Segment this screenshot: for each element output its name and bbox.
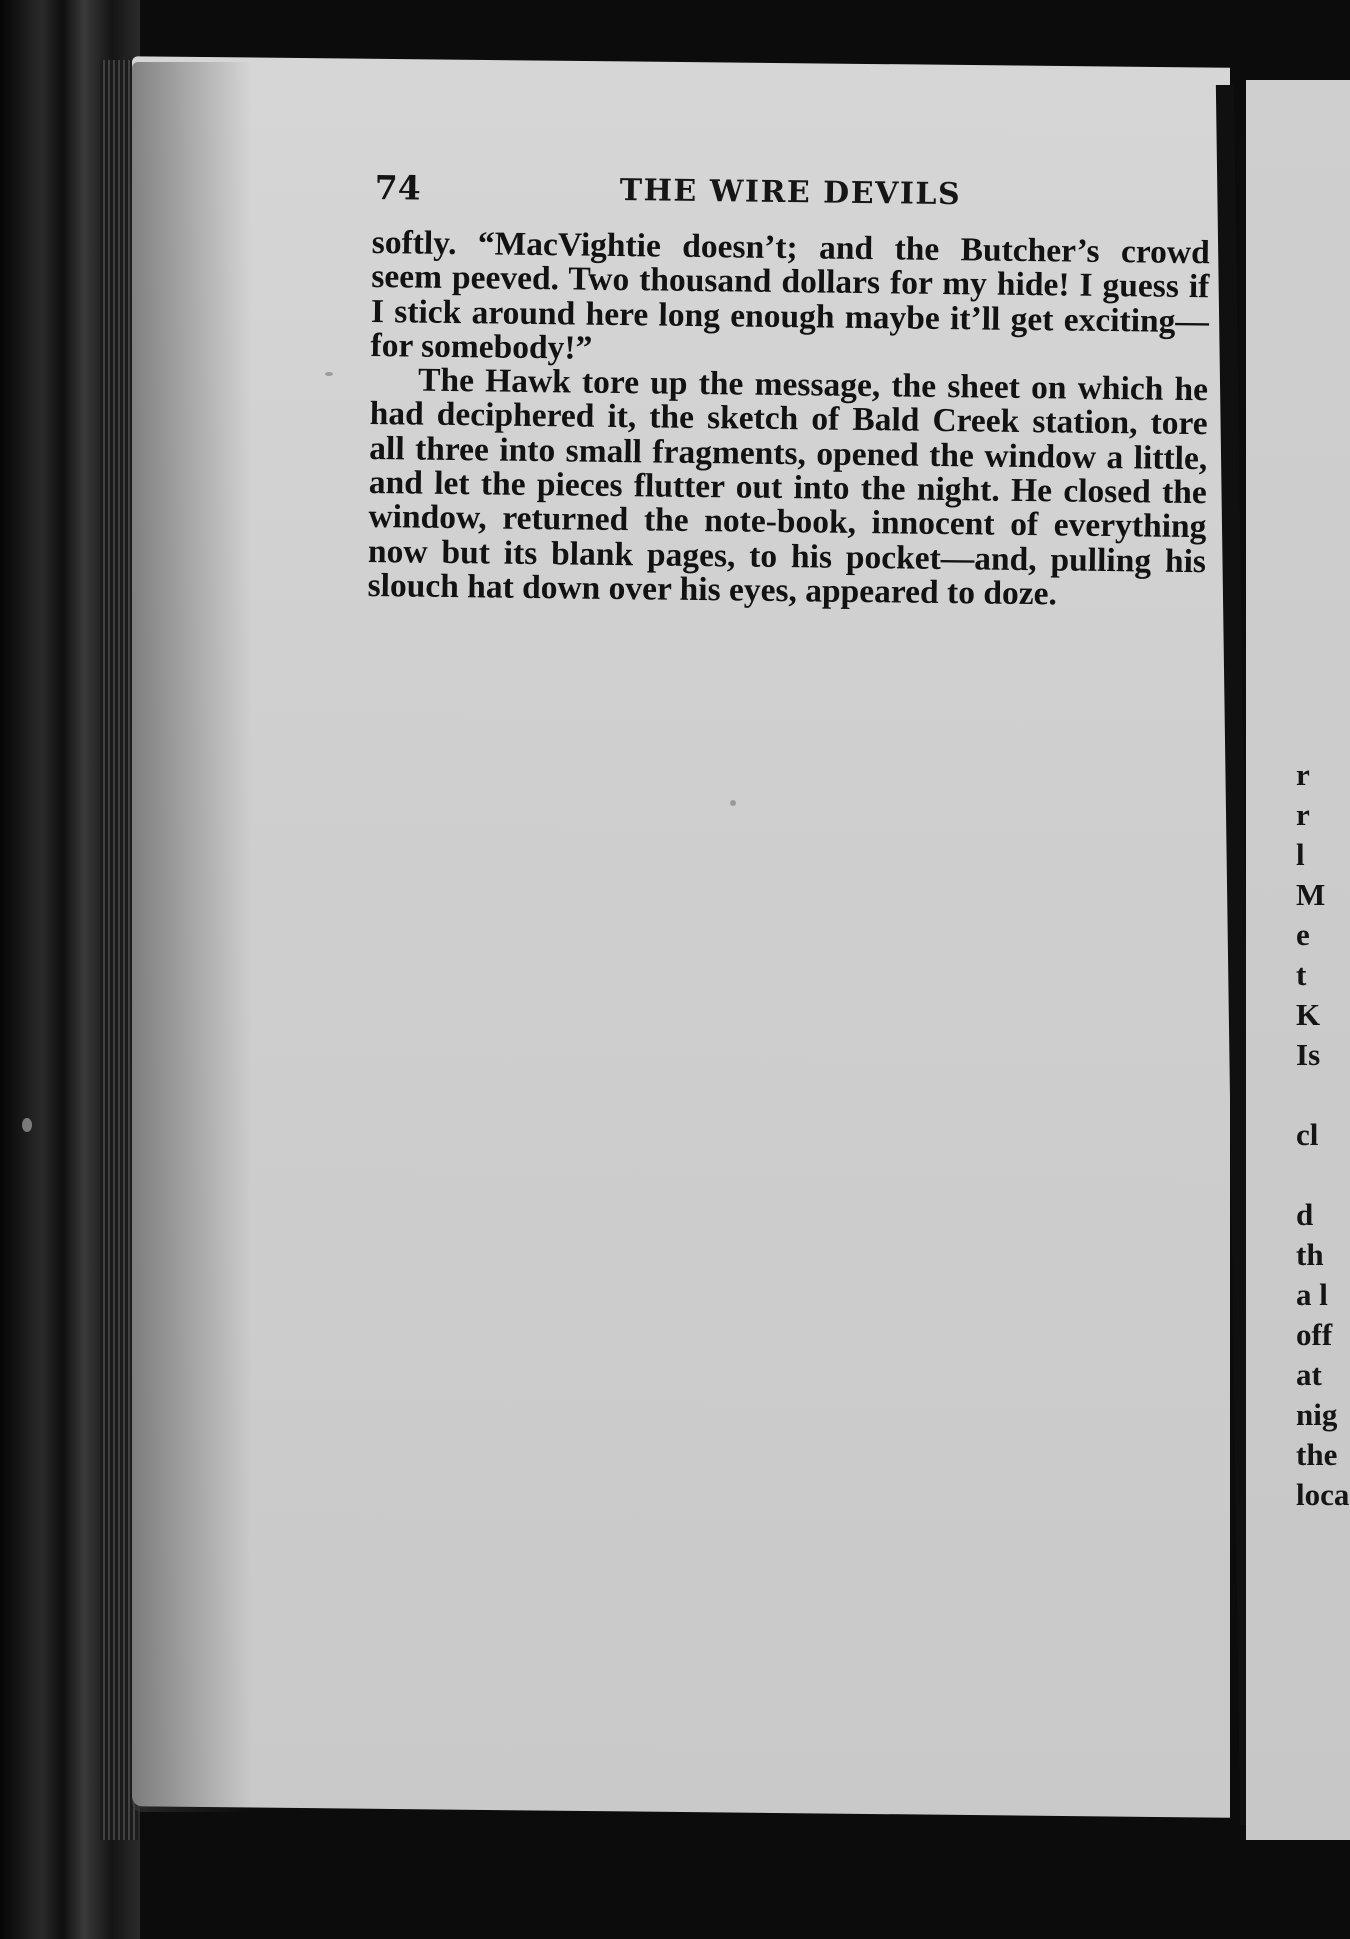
facing-line: r bbox=[1296, 757, 1310, 792]
facing-line: a l bbox=[1296, 1277, 1328, 1312]
facing-line: M bbox=[1296, 877, 1326, 912]
page-shadow bbox=[132, 62, 252, 1812]
facing-line: at bbox=[1296, 1357, 1322, 1392]
facing-line: the bbox=[1296, 1437, 1338, 1472]
paper-speck bbox=[22, 1118, 32, 1132]
facing-line bbox=[1296, 1155, 1350, 1195]
facing-line: loca bbox=[1296, 1477, 1350, 1512]
facing-line: off bbox=[1296, 1317, 1333, 1352]
paper-speck bbox=[730, 800, 736, 806]
facing-line: l bbox=[1296, 837, 1305, 872]
page-number: 74 bbox=[374, 168, 421, 208]
body-text bbox=[367, 226, 1210, 613]
facing-line: r bbox=[1296, 797, 1310, 832]
facing-line: e bbox=[1296, 917, 1310, 952]
facing-line: Is bbox=[1296, 1037, 1321, 1072]
facing-line: cl bbox=[1296, 1117, 1319, 1152]
facing-line: th bbox=[1296, 1237, 1324, 1272]
paragraph-1: softly. “MacVightie doesn’t; and the Butcher’s crowd seem peeved. Two thousand dollars for my hide! I guess if I stick around here long enough maybe it’ll get exciting—for somebody!” bbox=[370, 224, 1210, 367]
facing-line: d bbox=[1296, 1197, 1314, 1232]
facing-line bbox=[1296, 1075, 1350, 1115]
facing-line: nig bbox=[1296, 1397, 1338, 1432]
paper-speck bbox=[325, 372, 333, 376]
facing-page-text bbox=[1296, 755, 1350, 1515]
page-header bbox=[374, 168, 1205, 228]
facing-line: t bbox=[1296, 957, 1307, 992]
facing-line: K bbox=[1296, 997, 1321, 1032]
running-head: THE WIRE DEVILS bbox=[619, 172, 962, 213]
paragraph-2: The Hawk tore up the message, the sheet on which he had deciphered it, the sketch of Bald Creek station, tore all three into small fragments, opened the window a little, and let the pieces flutter out into the night. He closed the window, returned the note-book, innocent of everything now but its blank pages, to his pocket—and, pulling his slouch hat down over his eyes, appeared to doze. bbox=[367, 361, 1209, 613]
